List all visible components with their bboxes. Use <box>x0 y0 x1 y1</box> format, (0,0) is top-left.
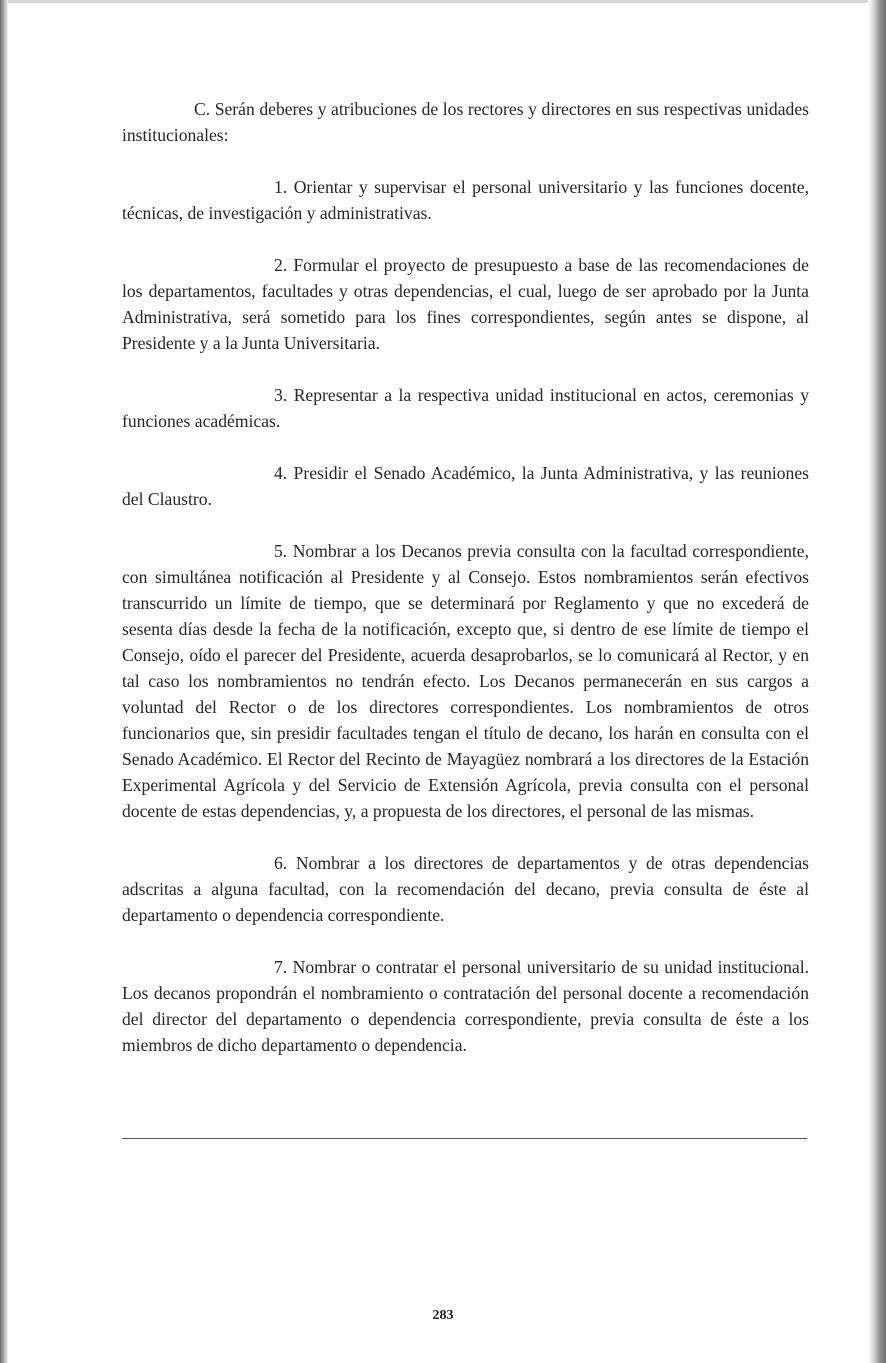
list-item-7: 7. Nombrar o contratar el personal universitario de su unidad institucional. Los decanos propondrán el nombramiento o contratación del personal docente a recomendación del director del departamento o dependencia correspondiente, previa consulta de éste a los miembros de dicho departamento o dependencia. <box>122 957 809 1055</box>
footer-rule <box>122 1138 807 1139</box>
list-item-1: 1. Orientar y supervisar el personal universitario y las funciones docente, técnicas, de investigación y administrativas. <box>122 177 809 223</box>
document-body <box>122 96 809 1058</box>
page-number: 283 <box>432 1308 454 1323</box>
scan-edge-right <box>868 0 886 1363</box>
list-item-6: 6. Nombrar a los directores de departamentos y de otras dependencias adscritas a alguna facultad, con la recomendación del decano, previa consulta de éste al departamento o dependencia correspondiente. <box>122 853 809 925</box>
list-item-4: 4. Presidir el Senado Académico, la Junta Administrativa, y las reuniones del Claustro. <box>122 463 809 509</box>
list-item-5: 5. Nombrar a los Decanos previa consulta con la facultad correspondiente, con simultánea notificación al Presidente y al Consejo. Estos nombramientos serán efectivos transcurrido un límite de tiempo, que se determinará por Reglamento y que no excederá de sesenta días desde la fecha de la notificación, excepto que, si dentro de ese límite de tiempo el Consejo, oído el parecer del Presidente, acuerda desaprobarlos, se lo comunicará al Rector, y en tal caso los nombramientos no tendrán efecto. Los Decanos permanecerán en sus cargos a voluntad del Rector o de los directores correspondientes. Los nombramientos de otros funcionarios que, sin presidir facultades tengan el título de decano, los harán en consulta con el Senado Académico. El Rector del Recinto de Mayagüez nombrará a los directores de la Estación Experimental Agrícola y del Servicio de Extensión Agrícola, previa consulta con el personal docente de estas dependencias, y, a propuesta de los directores, el personal de las mismas. <box>122 541 809 821</box>
scan-edge-left <box>0 0 8 1363</box>
section-intro: C. Serán deberes y atribuciones de los rectores y directores en sus respectivas unidades institucionales: <box>122 99 809 145</box>
list-item-3: 3. Representar a la respectiva unidad institucional en actos, ceremonias y funciones académicas. <box>122 385 809 431</box>
list-item-2: 2. Formular el proyecto de presupuesto a base de las recomendaciones de los departamentos, facultades y otras dependencias, el cual, luego de ser aprobado por la Junta Administrativa, será sometido para los fines correspondientes, según antes se dispone, al Presidente y a la Junta Universitaria. <box>122 255 809 353</box>
scan-edge-top <box>0 0 886 3</box>
